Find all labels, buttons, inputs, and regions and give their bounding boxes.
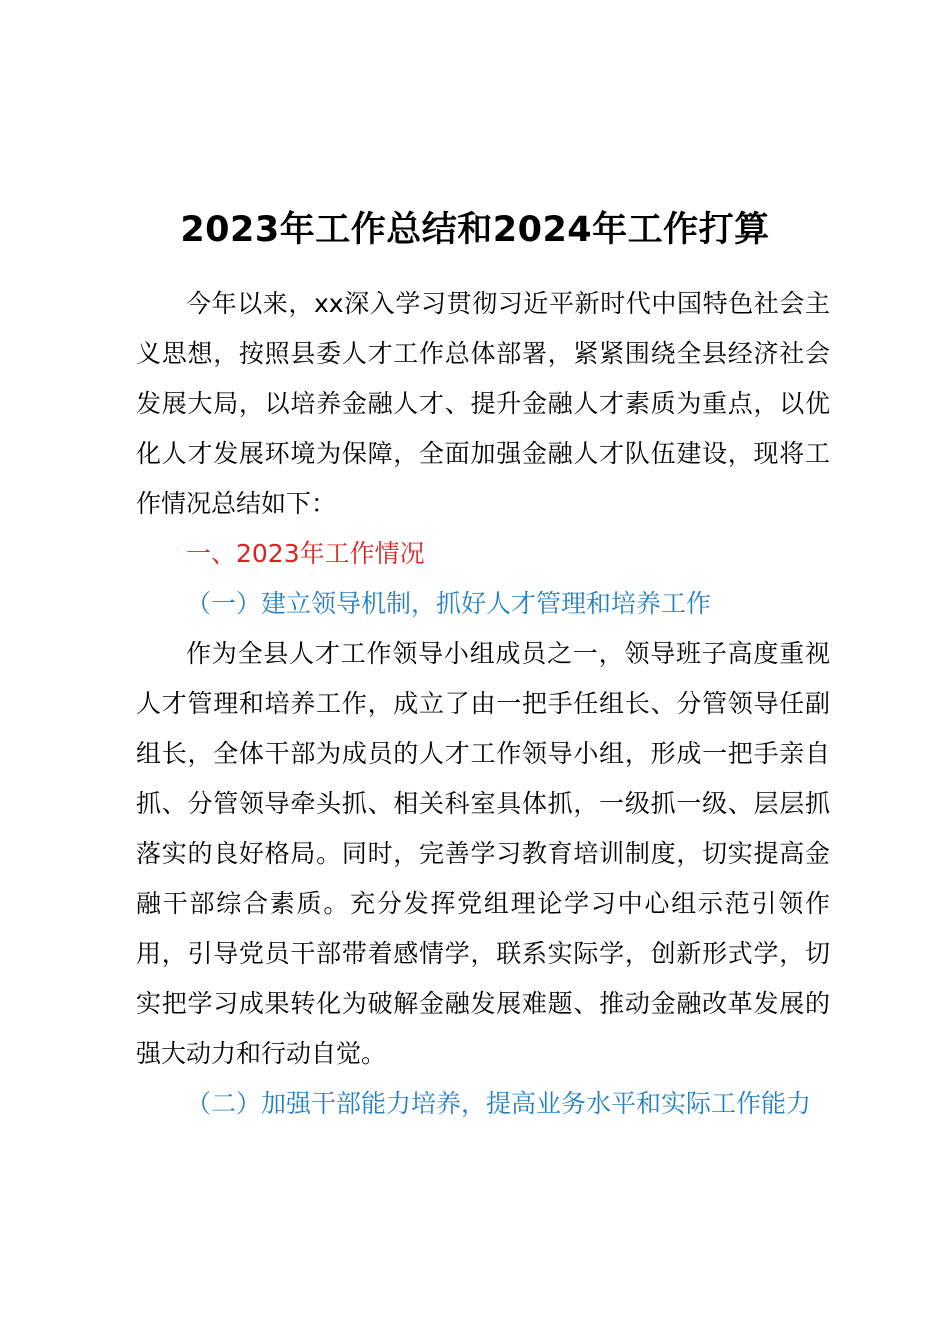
document-title: 2023年工作总结和2024年工作打算	[180, 210, 770, 250]
body-paragraph: 作为全县人才工作领导小组成员之一，领导班子高度重视人才管理和培养工作，成立了由一把手任组长、分管领导任副组长，全体干部为成员的人才工作领导小组，形成一把手亲自抓、分管领导牵头抓、相关科室具体抓，一级抓一级、层层抓落实的良好格局。同时，完善学习教育培训制度，切实提高金融干部综合素质。充分发挥党组理论学习中心组示范引领作用，引导党员干部带着感情学，联系实际学，创新形式学，切实把学习成果转化为破解金融发展难题、推动金融改革发展的强大动力和行动自觉。	[136, 639, 830, 1068]
subsection-heading-2: （二）加强干部能力培养，提高业务水平和实际工作能力	[186, 1089, 812, 1118]
intro-paragraph: 今年以来，xx深入学习贯彻习近平新时代中国特色社会主义思想，按照县委人才工作总体部署，紧紧围绕全县经济社会发展大局，以培养金融人才、提升金融人才素质为重点，以优化人才发展环境为保障，全面加强金融人才队伍建设，现将工作情况总结如下：	[136, 289, 830, 518]
subsection-heading-1: （一）建立领导机制，抓好人才管理和培养工作	[186, 589, 712, 618]
section-heading-1: 一、2023年工作情况	[186, 539, 425, 568]
document-body	[136, 279, 830, 1129]
